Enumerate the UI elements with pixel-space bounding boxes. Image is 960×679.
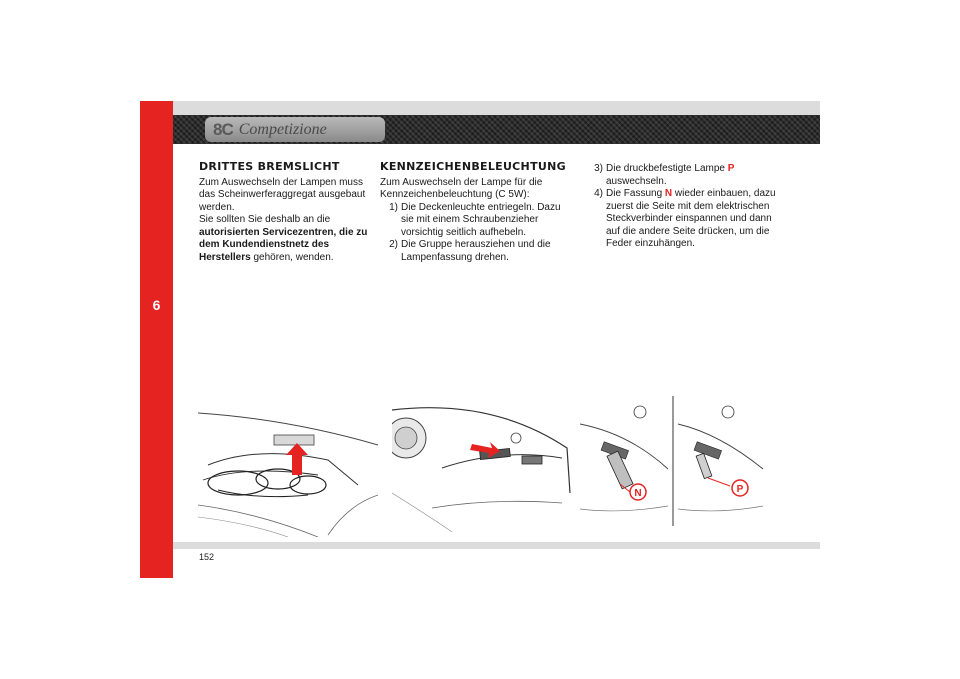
section-license-plate-light [380,161,570,264]
brake-light-illustration [198,405,378,537]
page-number: 152 [199,552,215,562]
section-steps-continued [585,163,780,251]
bold-text: autorisierten Servicezentren, die zu dem Kundendienstnetz des Herstellers [199,226,368,263]
list-item: 4) Die Fassung N wieder einbauen, dazu zuerst die Seite mit dem elektrischen Steckverbinder einspannen und dann auf die andere Seite drücken, um die Feder einzuhängen. [594,188,776,249]
list-item: 2) Die Gruppe herausziehen und die Lampenfassung drehen. [389,239,551,263]
logo-main-text: 8C [213,119,233,139]
step-list [380,202,570,265]
step-list [585,163,780,251]
section-title: KENNZEICHENBELEUCHTUNG [380,160,566,173]
footer-band [173,542,820,549]
paragraph: Sie sollten Sie deshalb an die autorisierten Servicezentren, die zu dem Kundendienstnetz des Herstellers gehören, wenden. [199,214,368,263]
lamp-holder-illustration [580,394,765,528]
brand-logo [205,117,385,142]
chapter-number: 6 [152,297,161,313]
paragraph: Zum Auswechseln der Lampen muss das Scheinwerferaggregat ausgebaut werden. [199,176,366,213]
label-p: P [727,163,735,174]
list-item: 1) Die Deckenleuchte entriegeln. Dazu sie mit einem Schraubenzieher vorsichtig seitlich aufhebeln. [389,201,561,238]
label-n: N [664,188,673,199]
section-title: DRITTES BREMSLICHT [199,160,340,173]
list-item: 3) Die druckbefestigte Lampe P auswechseln. [594,163,735,187]
header-band [173,101,820,115]
logo-script-text: Competizione [238,120,327,138]
callout-n: N [634,488,642,499]
callout-p: P [736,484,744,495]
section-third-brake-light [199,161,379,264]
chapter-sidebar [140,101,173,578]
paragraph: Zum Auswechseln der Lampe für die Kennzeichenbeleuchtung (C 5W): [380,176,543,200]
plate-light-illustration [392,398,572,532]
